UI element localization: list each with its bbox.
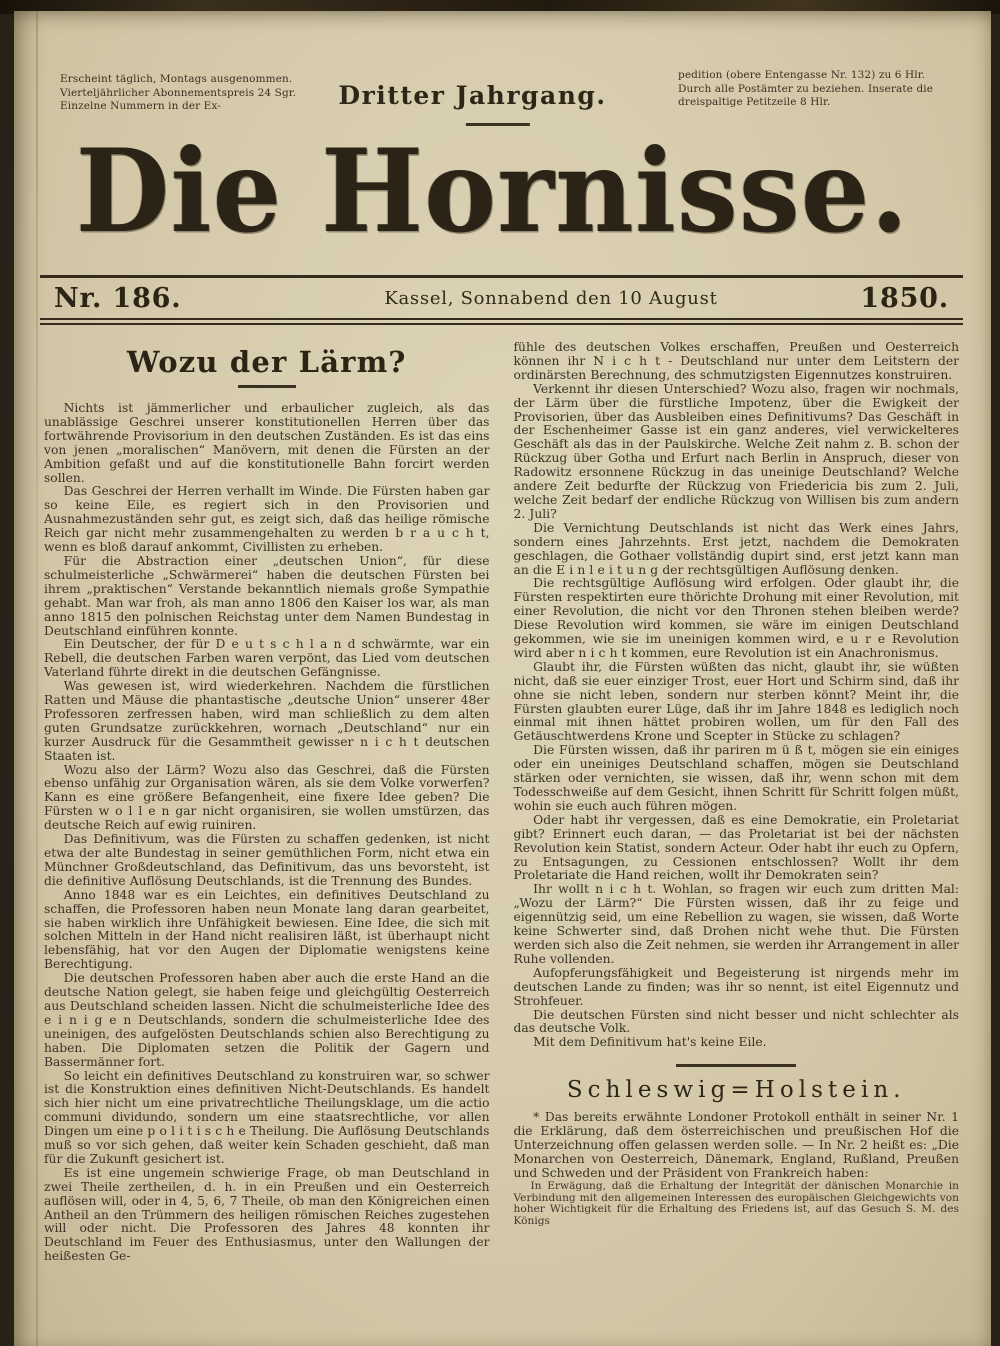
publication-notice-left: Erscheint täglich, Montags ausgenommen. Vierteljährlicher Abonnementspreis 24 Sgr. Einzelne Nummern in der Ex- [60,73,297,113]
edition-line: Kassel, Sonnabend den 10 August [384,287,718,309]
paragraph: Das Definitivum, was die Fürsten zu schaffen gedenken, ist nicht etwa der alte Bundestag in seiner gemüthlichen Form, nicht etwa ein Münchner Großdeutschland, das Definitivum, das uns bevorsteht, ist die definitive Auflösung Deutschlands, ist die Trennung des Bundes. [44,832,490,888]
year: 1850. [860,282,949,314]
paragraph: Nichts ist jämmerlicher und erbaulicher zugleich, als das unablässige Geschrei unserer konstitutionellen Herren über das fortwährende Provisorium in den deutschen Zuständen. Es ist das eins von jenen „moralischen“ Manövern, mit denen die Fürsten an der Ambition gefaßt und auf die konstitutionelle Bahn forcirt werden sollen. [44,401,490,485]
paragraph: Die rechtsgültige Auflösung wird erfolgen. Oder glaubt ihr, die Fürsten respektirten eure thörichte Drohung mit einer Revolution, mit einer Revolution, die nicht vor den Thronen stehen bleiben werde? Diese Revolution wird kommen, sie wäre im einigen Deutschland gekommen, wie sie im uneinigen kommen wird, e u r e Revolution wird aber n i c h t kommen, eure Revolution ist ein Anachronismus. [513,576,959,660]
paragraph: fühle des deutschen Volkes erschaffen, Preußen und Oesterreich können ihr N i c h t - Deutschland nur unter dem Leitstern der ordinärsten Berechnung, des schmutzigsten Eigennutzes konstruiren. [513,340,959,382]
section-title-schleswig-holstein: Schleswig=Holstein. [566,1077,906,1104]
schleswig-body [514,1111,960,1181]
paragraph: Wozu also der Lärm? Wozu also das Geschrei, daß die Fürsten ebenso unfähig zur Organisation wären, als sie dem Volke vorwerfen? Kann es eine größere Befangenheit, eine fixere Idee geben? Die Fürsten w o l l e n gar nicht organisiren, sie wollen umstürzen, das deutsche Reich auf ewig ruiniren. [44,762,490,833]
publication-notice-right: pedition (obere Entengasse Nr. 132) zu 6 Hlr. Durch alle Postämter zu beziehen. Inserate die dreispaltige Petitzeile 8 Hlr. [678,69,934,109]
paragraph: Die Vernichtung Deutschlands ist nicht das Werk eines Jahrs, sondern eines Jahrzehnts. Erst jetzt, nachdem die Demokraten geschlagen, die Gothaer vollständig dupirt sind, erst jetzt kann man an die E i n l e i t u n g der rechtsgültigen Auflösung denken. [513,520,959,577]
paragraph: Ein Deutscher, der für D e u t s c h l a n d schwärmte, war ein Rebell, die deutschen Farben waren verpönt, das Lied vom deutschen Vaterland führte direkt in die deutschen Gefängnisse. [44,637,490,680]
paragraph: So leicht ein definitives Deutschland zu konstruiren war, so schwer ist die Konstruktion eines definitiven Nicht-Deutschlands. Es handelt sich hier nicht um eine privatrechtliche Theilungsklage, um die actio communi dividundo, sondern um eine staatsrechtliche, vor allen Dingen um eine p o l i t i s c h e Theilung. Die Auflösung Deutschlands muß so vor sich gehen, daß weiter kein Schaden geschieht, daß man für die Zukunft gesichert ist. [44,1068,490,1166]
paragraph: Es ist eine ungemein schwierige Frage, ob man Deutschland in zwei Theile zertheilen, d. h. in ein Preußen und ein Oesterreich auflösen will, oder in 4, 5, 6, 7 Theile, ob man den Königreichen einen Antheil an den Trümmern des heiligen römischen Reiches zugestehen will oder nicht. Die Professoren des Jahres 48 konnten ihr Deutschland im Feuer des Enthusiasmus, unter den Wallungen der heißesten Ge- [44,1165,490,1264]
paragraph: Was gewesen ist, wird wiederkehren. Nachdem die fürstlichen Ratten und Mäuse die phantastische „deutsche Union“ unserer 48er Professoren zerfressen haben, wird man schließlich zu dem alten guten Grundsatze zurückkehren, wornach „Deutschland“ nur ein kurzer Ausdruck für die Gesammtheit gewisser n i c h t deutschen Staaten ist. [44,679,490,763]
paragraph: Glaubt ihr, die Fürsten wüßten das nicht, glaubt ihr, sie wüßten nicht, daß sie euer einziger Trost, euer Hort und Schirm sind, daß ihr ohne sie nicht leben, sondern nur sterben könnt? Meint ihr, die Fürsten glaubten eurer Lüge, daß ihr im Jahre 1848 es lediglich noch einmal mit ihnen hättet probiren wollen, um für den Fall des Getäuschtwerdens Krone und Scepter in Stücke zu schlagen? [513,659,959,744]
paragraph: Oder habt ihr vergessen, daß es eine Demokratie, ein Proletariat gibt? Erinnert euch daran, — das Proletariat ist bei der nächsten Revolution kein Statist, sondern Acteur. Oder habt ihr euch zu Opfern, zu Entsagungen, zu Cessionen entschlossen? Wollt ihr dem Proletariate die Hand reichen, wollt ihr Demokraten sein? [513,812,959,883]
paragraph: * Das bereits erwähnte Londoner Protokoll enthält in seiner Nr. 1 die Erklärung, daß dem österreichischen und preußischen Hof die Unterzeichnung offen gelassen werden solle. — In Nr. 2 heißt es: „Die Monarchen von Oesterreich, Dänemark, England, Rußland, Preußen und Schweden und der Präsident von Frankreich haben: [513,1110,959,1180]
article-body-right [514,341,960,1050]
newspaper-page [14,11,991,1346]
text-columns [44,341,959,1346]
paragraph: Die deutschen Fürsten sind nicht besser und nicht schlechter als das deutsche Volk. [513,1007,959,1036]
paragraph: In Erwägung, daß die Erhaltung der Integrität der dänischen Monarchie in Verbindung mit den allgemeinen Interessen des europäischen Gleichgewichts von hoher Wichtigkeit für die Erhaltung des Friedens ist, auf das Gesuch S. M. des Königs [513,1179,959,1228]
article-title-wozu-der-laerm: Wozu der Lärm? [126,345,407,379]
paragraph: Verkennt ihr diesen Unterschied? Wozu also, fragen wir nochmals, der Lärm über die fürstliche Impotenz, über die Ewigkeit der Provisorien, über das Ausbleiben eines Definitivums? Das Geschäft in der Eschenheimer Gasse ist ein ganz anderes, viel verwickelteres Geschäft als das in der Paulskirche. Welche Zeit nahm z. B. schon der Rückzug über Gotha und Erfurt nach Berlin in Anspruch, dieser von Radowitz ersonnene Rückzug in das uneinige Deutschland? Welche andere Zeit bedurfte der Rückzug von Friedericia bis zum 2. Juli, welche Zeit bedarf der endliche Rückzug von Willisen bis zum andern 2. Juli? [513,381,959,521]
article-body-left [44,402,490,1264]
paragraph: Mit dem Definitivum hat's keine Eile. [533,1035,767,1050]
paragraph: Aufopferungsfähigkeit und Begeisterung ist nirgends mehr im deutschen Lande zu finden; was ihr so nennt, ist eitel Eigennutz und Strohfeuer. [513,965,959,1008]
column-left [44,341,490,1346]
paragraph: Für die Abstraction einer „deutschen Union“, für diese schulmeisterliche „Schwärmerei“ haben die deutschen Fürsten bei ihrem „praktischen“ Verstande bekanntlich niemals große Sympathie gehabt. Man war froh, als man anno 1806 den Kaiser los war, als man anno 1815 den polnischen Reichstag unter dem Namen Bundestag in Deutschland einführen konnte. [44,553,490,638]
volume-line: Dritter Jahrgang. [338,81,607,110]
dateline-bar [40,275,963,325]
issue-number: Nr. 186. [54,282,182,314]
paragraph: Die Fürsten wissen, daß ihr pariren m ü ß t, mögen sie ein einiges oder ein uneiniges Deutschland schaffen, mögen sie Deutschland stärken oder vernichten, sie wissen, daß ihr, wenn schon mit dem Todesschweiße auf dem Gesicht, ihnen Schritt für Schritt folgen müßt, wohin sie euch auch führen mögen. [513,743,959,813]
paragraph: Anno 1848 war es ein Leichtes, ein definitives Deutschland zu schaffen, die Professoren haben neun Monate lang daran gearbeitet, sie haben wirklich ihre Unfähigkeit bewiesen. Eine Idee, die sich mit solchen Mitteln in der Hand nicht realisiren läßt, ist überhaupt nicht lebensfähig, hat vor den Augen der Diplomatie wenigstens keine Berechtigung. [44,887,490,972]
paragraph: Das Geschrei der Herren verhallt im Winde. Die Fürsten haben gar so keine Eile, es regiert sich in den Provisorien und Ausnahmezuständen sehr gut, es zeigt sich, daß das heilige römische Reich gar nicht mehr zusammengehalten zu werden b r a u c h t, wenn es bloß darauf ankommt, Civillisten zu erheben. [44,484,490,555]
paragraph: Die deutschen Professoren haben aber auch die erste Hand an die deutsche Nation gelegt, sie haben feige und gleichgültig Oesterreich aus Deutschland scheiden lassen. Nicht die schulmeisterliche Idee des e i n i g e n Deutschlands, sondern die schulmeisterliche Idee des uneinigen, des aufgelösten Deutschlands schien also Berechtigung zu haben. Die Diplomaten setzen die Politik der Gagern und Bassermänner fort. [44,971,490,1069]
paragraph: Ihr wollt n i c h t. Wohlan, so fragen wir euch zum dritten Mal: „Wozu der Lärm?“ Die Fürsten wissen, daß ihr zu feige und eigennützig seid, um eine Rebellion zu wagen, sie wissen, daß Worte keine Schwerter sind, daß Drohen nicht wehe thut. Die Fürsten werden sich also die Zeit nehmen, sie werden ihr Arrangement in aller Ruhe vollenden. [513,882,959,966]
schleswig-petit-body [514,1181,960,1228]
masthead-title: Die Hornisse. [75,125,910,259]
article-title-rule [238,385,296,388]
section-divider-rule [676,1064,796,1067]
column-right [514,341,960,1346]
